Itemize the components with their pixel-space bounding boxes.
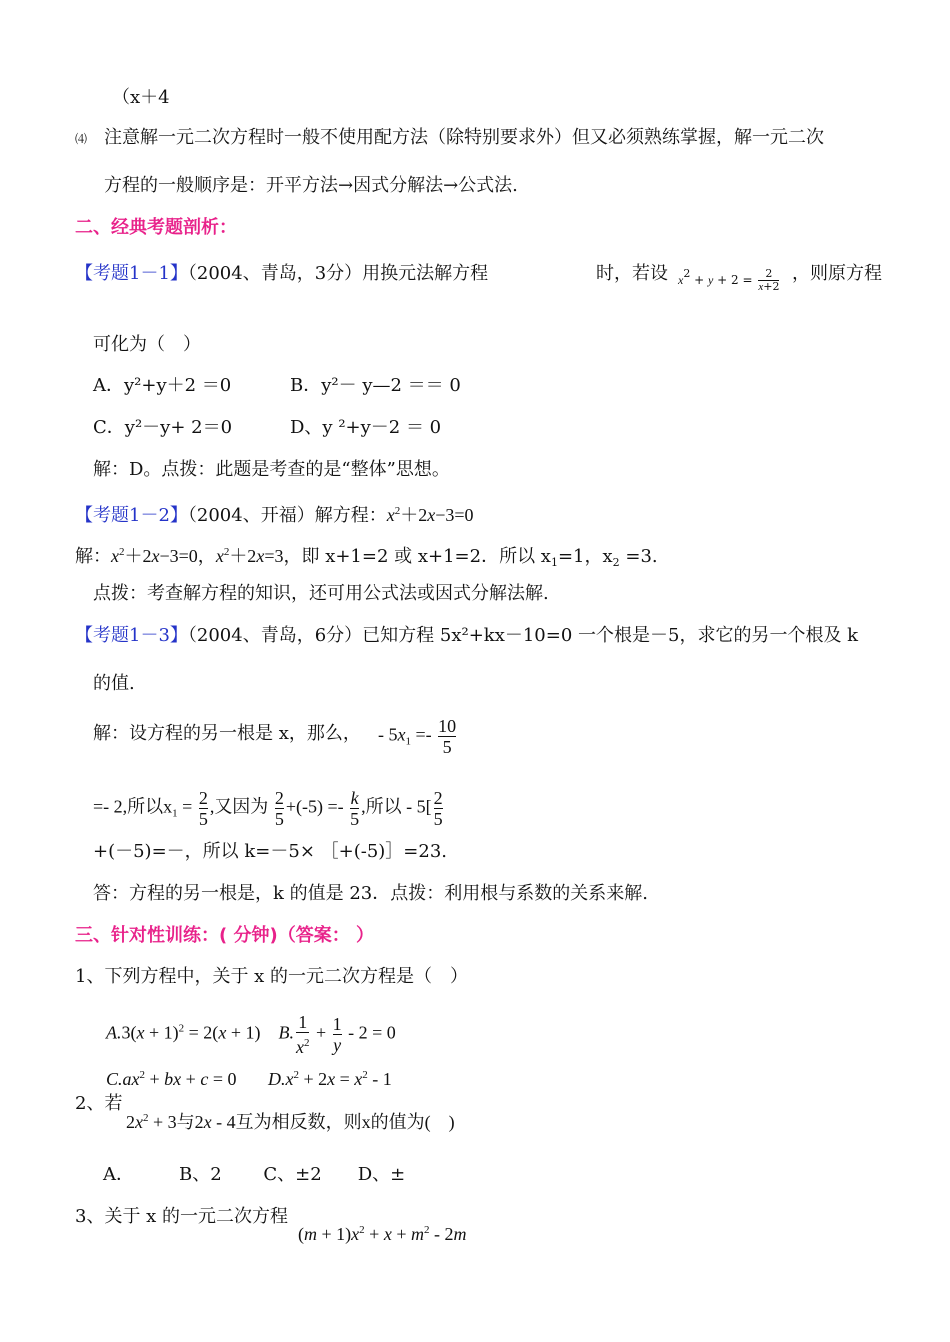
- solution-1-3-line2: =- 2,所以$x_1$ = $\frac{2}{5}$ ,又因为 $\frac{2}{5}$ +(-5) =- $\frac{k}{5}$ ,所以 - 5[ $\frac{2}{5}$: [93, 788, 443, 829]
- problem-2-options: A． B、2 C、±2 D、±: [103, 1164, 406, 1185]
- problem-2: 2、若: [75, 1093, 123, 1114]
- problem-1: 1、下列方程中，关于 x 的一元二次方程是（ ）: [75, 966, 469, 987]
- solution-1-2: 解：$x^2+2x-3=0$，$x^2+2x=3$，即 x+1=2 或 x+1=2．所以 $x_1=1$，$x_2 =3$.: [75, 546, 658, 569]
- option-a: A．y²+y＋2 ＝0: [93, 375, 232, 396]
- option-b: B．y²－ y—2 ＝＝ 0: [290, 375, 461, 396]
- problem-3-equation: $(m + 1)x^2 + x + m^2 - 2m$: [298, 1224, 467, 1244]
- problem-1-options-ab: $A.3(x + 1)^2 = 2(x + 1)$ B. $\frac{1}{x^2}$ + $\frac{1}{y}$ - 2 = 0: [106, 1012, 396, 1057]
- substitution-formula: $x^2 + y + 2$ = $\frac{2}{x+2}$: [678, 267, 780, 293]
- problem-2-condition: $2x^2 + 3$与2x - 4互为相反数，则x的值为( ): [126, 1112, 455, 1132]
- option-c: C．y²－y+ 2＝0: [93, 417, 233, 438]
- text-line-2: 注意解一元二次方程时一般不使用配方法（除特别要求外）但又必须熟练掌握，解一元二次: [104, 127, 824, 148]
- problem-1-options-cd: $C.ax^2$ + bx + c = 0 $D.x^2 + 2x = x^2 - 1$: [106, 1069, 392, 1089]
- solution-1-3-line3: +(－5)=－，所以 k=－5× ［+(-5)］=23.: [93, 841, 447, 862]
- question-1-2: [75, 499, 474, 528]
- question-1-3-continue: 的值.: [93, 673, 135, 694]
- question-text: （2004、开福）解方程：: [187, 505, 387, 526]
- answer-1-1: 解：D。点拨：此题是考查的是“整体”思想。: [93, 459, 450, 480]
- text-line-1: （x＋4: [112, 87, 170, 108]
- question-text: （2004、青岛，6分）已知方程 5x²+kx－10=0 一个根是－5，求它的另一个根及 k: [187, 625, 859, 646]
- problem-3: 3、关于 x 的一元二次方程: [75, 1206, 289, 1227]
- option-d: D、y ²+y－2 ＝ 0: [290, 417, 442, 438]
- section-heading-3: 三、针对性训练：( 分钟)（答案： ）: [75, 925, 374, 946]
- question-1-1-text2: 时，若设: [596, 263, 668, 284]
- question-text: （2004、青岛，3分）用换元法解方程: [187, 263, 489, 284]
- solution-1-3: 解：设方程的另一根是 x，那么，: [93, 723, 361, 744]
- question-1-1-text3: ，则原方程: [792, 263, 882, 284]
- question-1-3: [75, 624, 858, 648]
- equation: $x^2+2x-3=0$: [386, 505, 474, 525]
- question-tag: 【考题1－3】: [75, 625, 188, 646]
- question-1-1-continue: 可化为（ ）: [93, 334, 201, 355]
- text-line-3: 方程的一般顺序是：开平方法→因式分解法→公式法.: [104, 175, 518, 196]
- section-heading-2: 二、经典考题剖析：: [75, 217, 237, 238]
- question-1-1: [75, 262, 488, 286]
- question-tag: 【考题1－2】: [75, 505, 188, 526]
- formula-product: - $5x_1$ =- $\frac{10}{5}$: [378, 716, 457, 757]
- question-tag: 【考题1－1】: [75, 263, 188, 284]
- item-number-4: ⑷: [75, 132, 88, 146]
- answer-1-3: 答：方程的另一根是，k 的值是 23．点拨：利用根与系数的关系来解.: [93, 883, 648, 904]
- hint-1-2: 点拨：考查解方程的知识，还可用公式法或因式分解法解.: [93, 583, 549, 604]
